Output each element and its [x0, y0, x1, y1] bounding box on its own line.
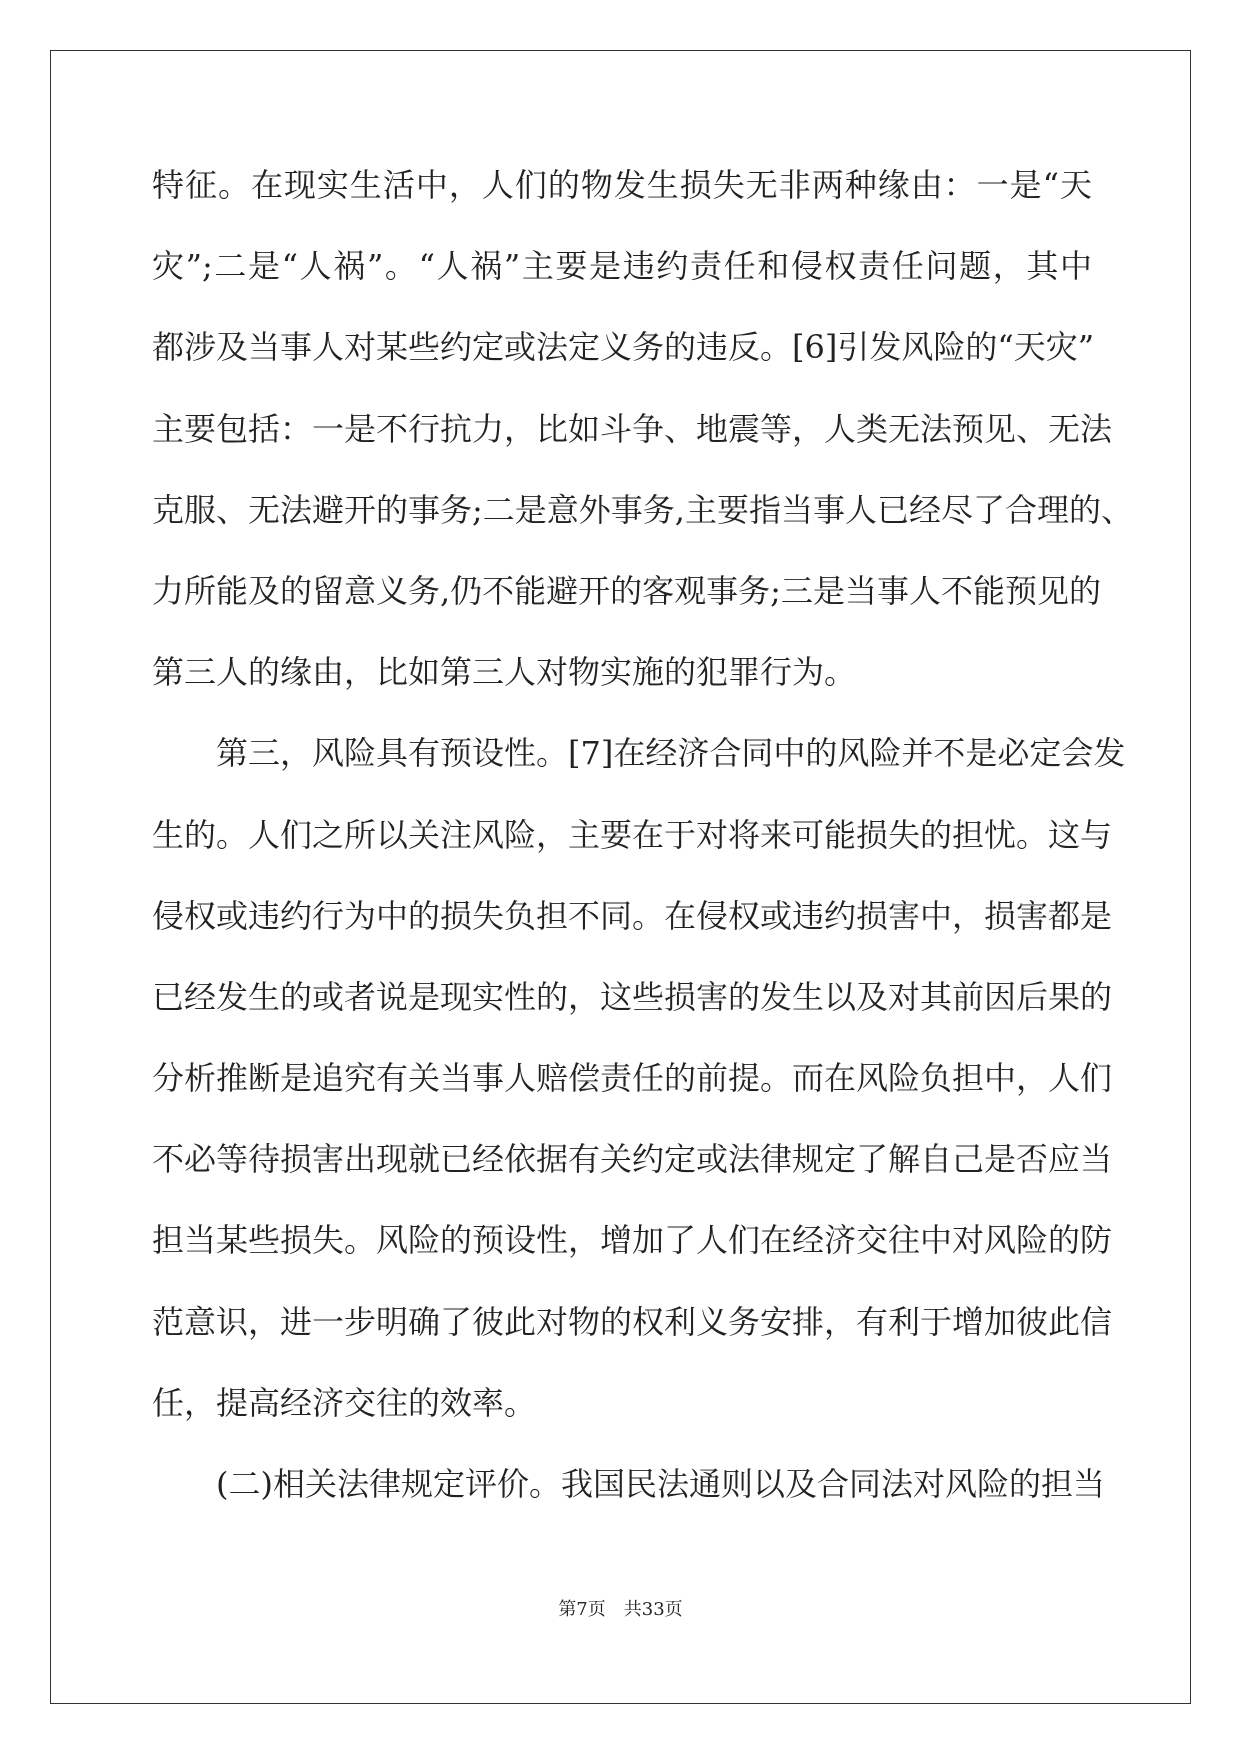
page-total: 共33页 [623, 1599, 683, 1620]
text-line: 已经发生的或者说是现实性的，这些损害的发生以及对其前因后果的 [152, 977, 1113, 1016]
text-line: 第三，风险具有预设性。[7]在经济合同中的风险并不是必定会发 [216, 734, 1126, 773]
text-line: 侵权或违约行为中的损失负担不同。在侵权或违约损害中，损害都是 [152, 896, 1113, 935]
text-line: 范意识，进一步明确了彼此对物的权利义务安排，有利于增加彼此信 [152, 1302, 1113, 1341]
text-line: 灾”;二是“人祸”。“人祸”主要是违约责任和侵权责任问题，其中 [152, 247, 1092, 286]
text-line: 力所能及的留意义务,仍不能避开的客观事务;三是当事人不能预见的 [152, 571, 1101, 610]
page-number: 第7页 [558, 1599, 606, 1620]
page-footer [0, 1595, 1241, 1621]
text-line: 不必等待损害出现就已经依据有关约定或法律规定了解自己是否应当 [152, 1140, 1113, 1179]
document-body [152, 165, 1133, 1545]
text-line: 分析推断是追究有关当事人赔偿责任的前提。而在风险负担中，人们 [152, 1059, 1113, 1098]
text-line: 担当某些损失。风险的预设性，增加了人们在经济交往中对风险的防 [152, 1221, 1113, 1260]
text-line: 都涉及当事人对某些约定或法定义务的违反。[6]引发风险的“天灾” [152, 328, 1095, 367]
text-line: 特征。在现实生活中，人们的物发生损失无非两种缘由：一是“天 [152, 166, 1092, 204]
text-line: (二)相关法律规定评价。我国民法通则以及合同法对风险的担当 [216, 1465, 1105, 1503]
text-line: 第三人的缘由，比如第三人对物实施的犯罪行为。 [152, 653, 857, 692]
text-line: 任，提高经济交往的效率。 [152, 1383, 537, 1422]
text-line: 克服、无法避开的事务;二是意外事务,主要指当事人已经尽了合理的、 [152, 490, 1133, 529]
text-line: 生的。人们之所以关注风险，主要在于对将来可能损失的担忧。这与 [152, 815, 1113, 854]
text-line: 主要包括：一是不行抗力，比如斗争、地震等，人类无法预见、无法 [152, 409, 1113, 448]
